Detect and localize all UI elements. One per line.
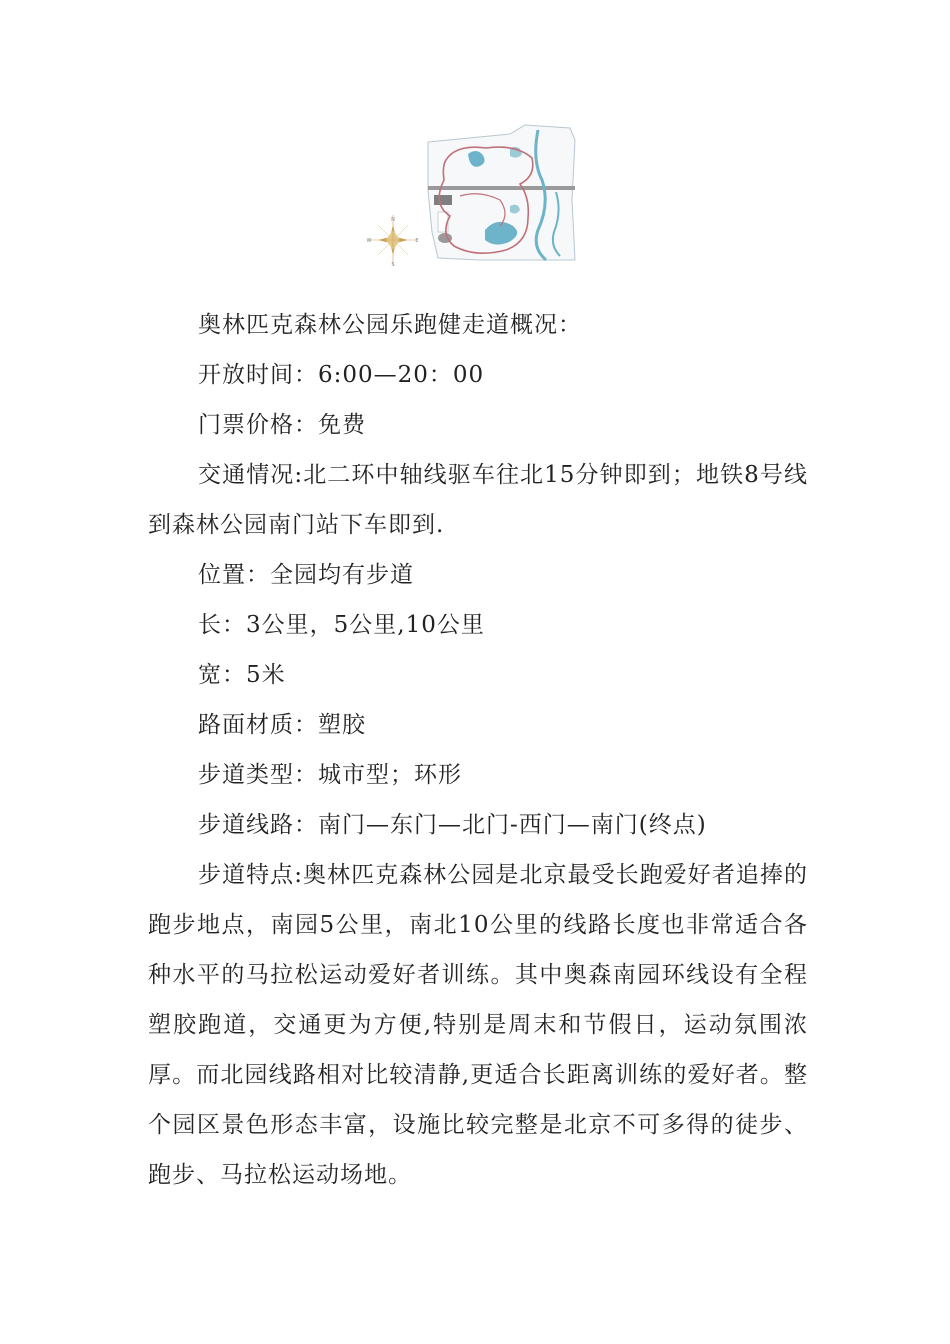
compass-south-label: S (391, 262, 395, 268)
ticket-price: 门票价格：免费 (198, 412, 366, 438)
building-block (434, 195, 452, 205)
park-map-illustration (360, 120, 590, 280)
trail-features: 步道特点:奥林匹克森林公园是北京最受长跑爱好者追捧的跑步地点，南园5公里，南北10公里的线路长度也非常适合各种水平的马拉松运动爱好者训练。其中奥森南园环线设有全程塑胶跑道，交通更为方便,特别是周末和节假日，运动氛围浓厚。而北园线路相对比较清静,更适合长距离训练的爱好者。整个园区景色形态丰富，设施比较完整是北京不可多得的徒步、跑步、马拉松运动场地。 (148, 862, 808, 1188)
surface-material: 路面材质：塑胶 (198, 712, 366, 738)
trail-width: 宽：5米 (198, 662, 286, 688)
compass-north-label: N (391, 217, 395, 223)
trail-length: 长：3公里，5公里,10公里 (198, 612, 485, 638)
compass-west-label: W (366, 238, 372, 244)
compass-rose-icon (367, 215, 419, 268)
trail-type: 步道类型：城市型；环形 (198, 762, 462, 788)
compass-east-label: E (415, 238, 419, 244)
overview-heading: 奥林匹克森林公园乐跑健走道概况： (198, 312, 582, 338)
transportation: 交通情况:北二环中轴线驱车往北15分钟即到；地铁8号线到森林公园南门站下车即到. (148, 462, 808, 538)
location: 位置：全园均有步道 (198, 562, 414, 588)
ring-road (428, 186, 575, 190)
document-body (148, 300, 808, 1200)
opening-hours: 开放时间：6:00—20：00 (198, 362, 485, 388)
trail-route: 步道线路：南门—东门—北门-西门—南门(终点) (198, 812, 707, 838)
